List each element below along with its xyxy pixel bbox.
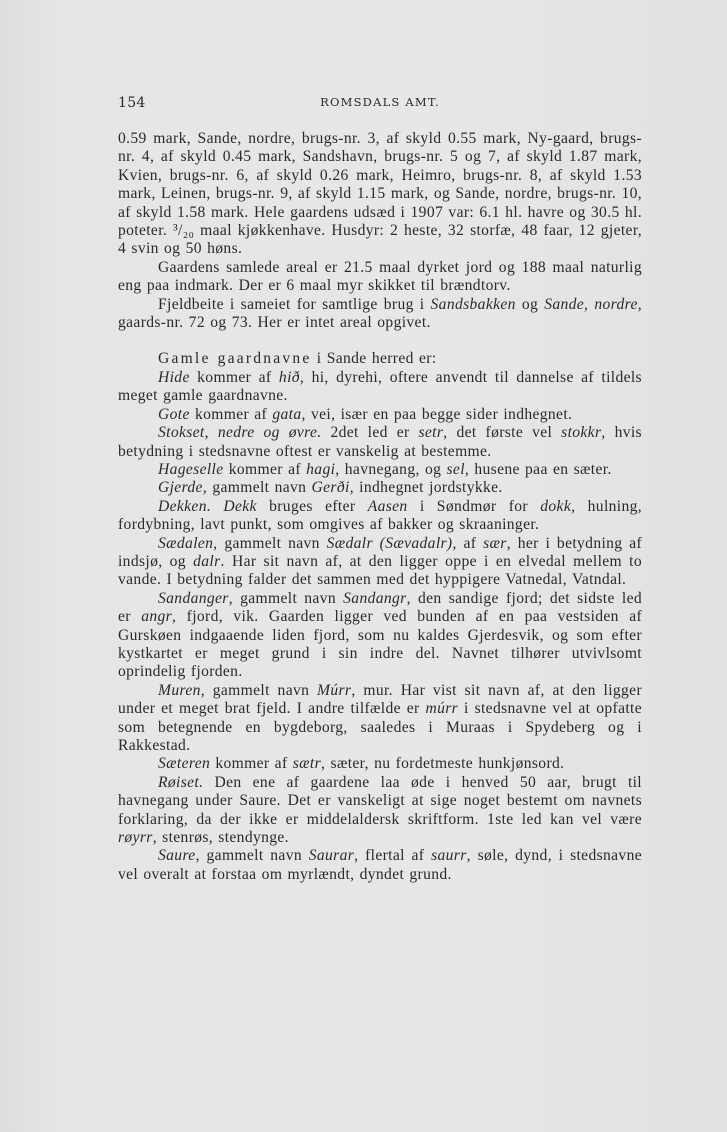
paragraph-continued: 0.59 mark, Sande, nordre, brugs-nr. 3, af skyld 0.55 mark, Ny-gaard, brugs-nr. 4, af skyld 0.45 mark, Sandshavn, brugs-nr. 5 og 7, af skyld 1.87 mark, Kvien, brugs-nr. 6, af skyld 0.26 mark, Heimro, brugs-nr. 8, af skyld 1.53 mark, Leinen, brugs-nr. 9, af skyld 1.15 mark, og Sande, nordre, brugs-nr. 10, af skyld 1.58 mark. Hele gaardens udsæd i 1907 var: 6.1 hl. havre og 30.5 hl. poteter. ³/₂₀ maal kjøkkenhave. Husdyr: 2 heste, 32 storfæ, 48 faar, 12 gjeter, 4 svin og 50 høns.: [118, 130, 642, 258]
entry-muren: Muren, gammelt navn Múrr, mur. Har vist sit navn af, at den ligger under et meget brat fjeld. I andre tilfælde er múrr i stedsnavne vel at opfatte som betegnende en bygdeborg, saaledes i Muraas i Spydeberg og i Rakkestad.: [118, 681, 642, 754]
entry-roiset: Røiset. Den ene af gaardene laa øde i henved 50 aar, brugt til havnegang under Saure. Det er vanskeligt at sige noget bestemt om navnets forklaring, da der ikke er middelaldersk skriftform. 1ste led kan vel være røyrr, stenrøs, stendynge.: [118, 773, 642, 847]
paragraph-area: Gaardens samlede areal er 21.5 maal dyrket jord og 188 maal naturlig eng paa indmark. Der er 6 maal myr skikket til brændtorv.: [118, 258, 642, 295]
entry-gjerde: Gjerde, gammelt navn Gerði, indhegnet jordstykke.: [158, 479, 503, 497]
body-text: [118, 130, 642, 884]
entry-stokset: Stokset, nedre og øvre. 2det led er setr, det første vel stokkr, hvis betydning i stedsnavne oftest er vanskelig at bestemme.: [118, 424, 642, 460]
page-number: 154: [118, 95, 146, 111]
entry-gote: Gote kommer af gata, vei, især en paa begge sider indhegnet.: [158, 405, 573, 423]
running-title: ROMSDALS AMT.: [320, 95, 440, 109]
entry-hide: Hide kommer af hið, hi, dyrehi, oftere anvendt til dannelse af tildels meget gamle gaardnavne.: [118, 368, 642, 405]
paragraph-grazing: Fjeldbeite i sameiet for samtlige brug i Sandsbakken og Sande, nordre, gaards-nr. 72 og 73. Her er intet areal opgivet.: [118, 295, 643, 332]
page-header: [118, 95, 642, 115]
names-heading: Gamle gaardnavne i Sande herred er:: [158, 350, 437, 368]
entry-saure: Saure, gammelt navn Saurar, flertal af saurr, søle, dynd, i stedsnavne vel overalt at forstaa om myrlændt, dyndet grund.: [118, 847, 643, 883]
entry-saedalen: Sædalen, gammelt navn Sædalr (Sævadalr), af sær, her i betydning af indsjø, og dalr. Har sit navn af, at den ligger oppe i en elvedal mellem to vande. I betydning falder det sammen med det hyppigere Vatnedal, Vatndal.: [118, 534, 643, 589]
entry-sandanger: Sandanger, gammelt navn Sandangr, den sandige fjord; det sidste led er angr, fjord, vik. Gaarden ligger ved bunden af en paa vestsiden af Gurskøen indgaaende liden fjord, som nu kaldes Gjerdesvik, og som efter kystkartet er meget grund i sin indre del. Navnet tilhører utvivlsomt oprindelig fjorden.: [118, 589, 643, 681]
entry-saeteren: Sæteren kommer af sætr, sæter, nu fordetmeste hunkjønsord.: [158, 755, 565, 773]
entry-hageselle: Hageselle kommer af hagi, havnegang, og sel, husene paa en sæter.: [158, 460, 612, 478]
entry-dekken: Dekken. Dekk bruges efter Aasen i Søndmør for dokk, hulning, fordybning, lavt punkt, som omgives af bakker og skraaninger.: [118, 497, 642, 534]
